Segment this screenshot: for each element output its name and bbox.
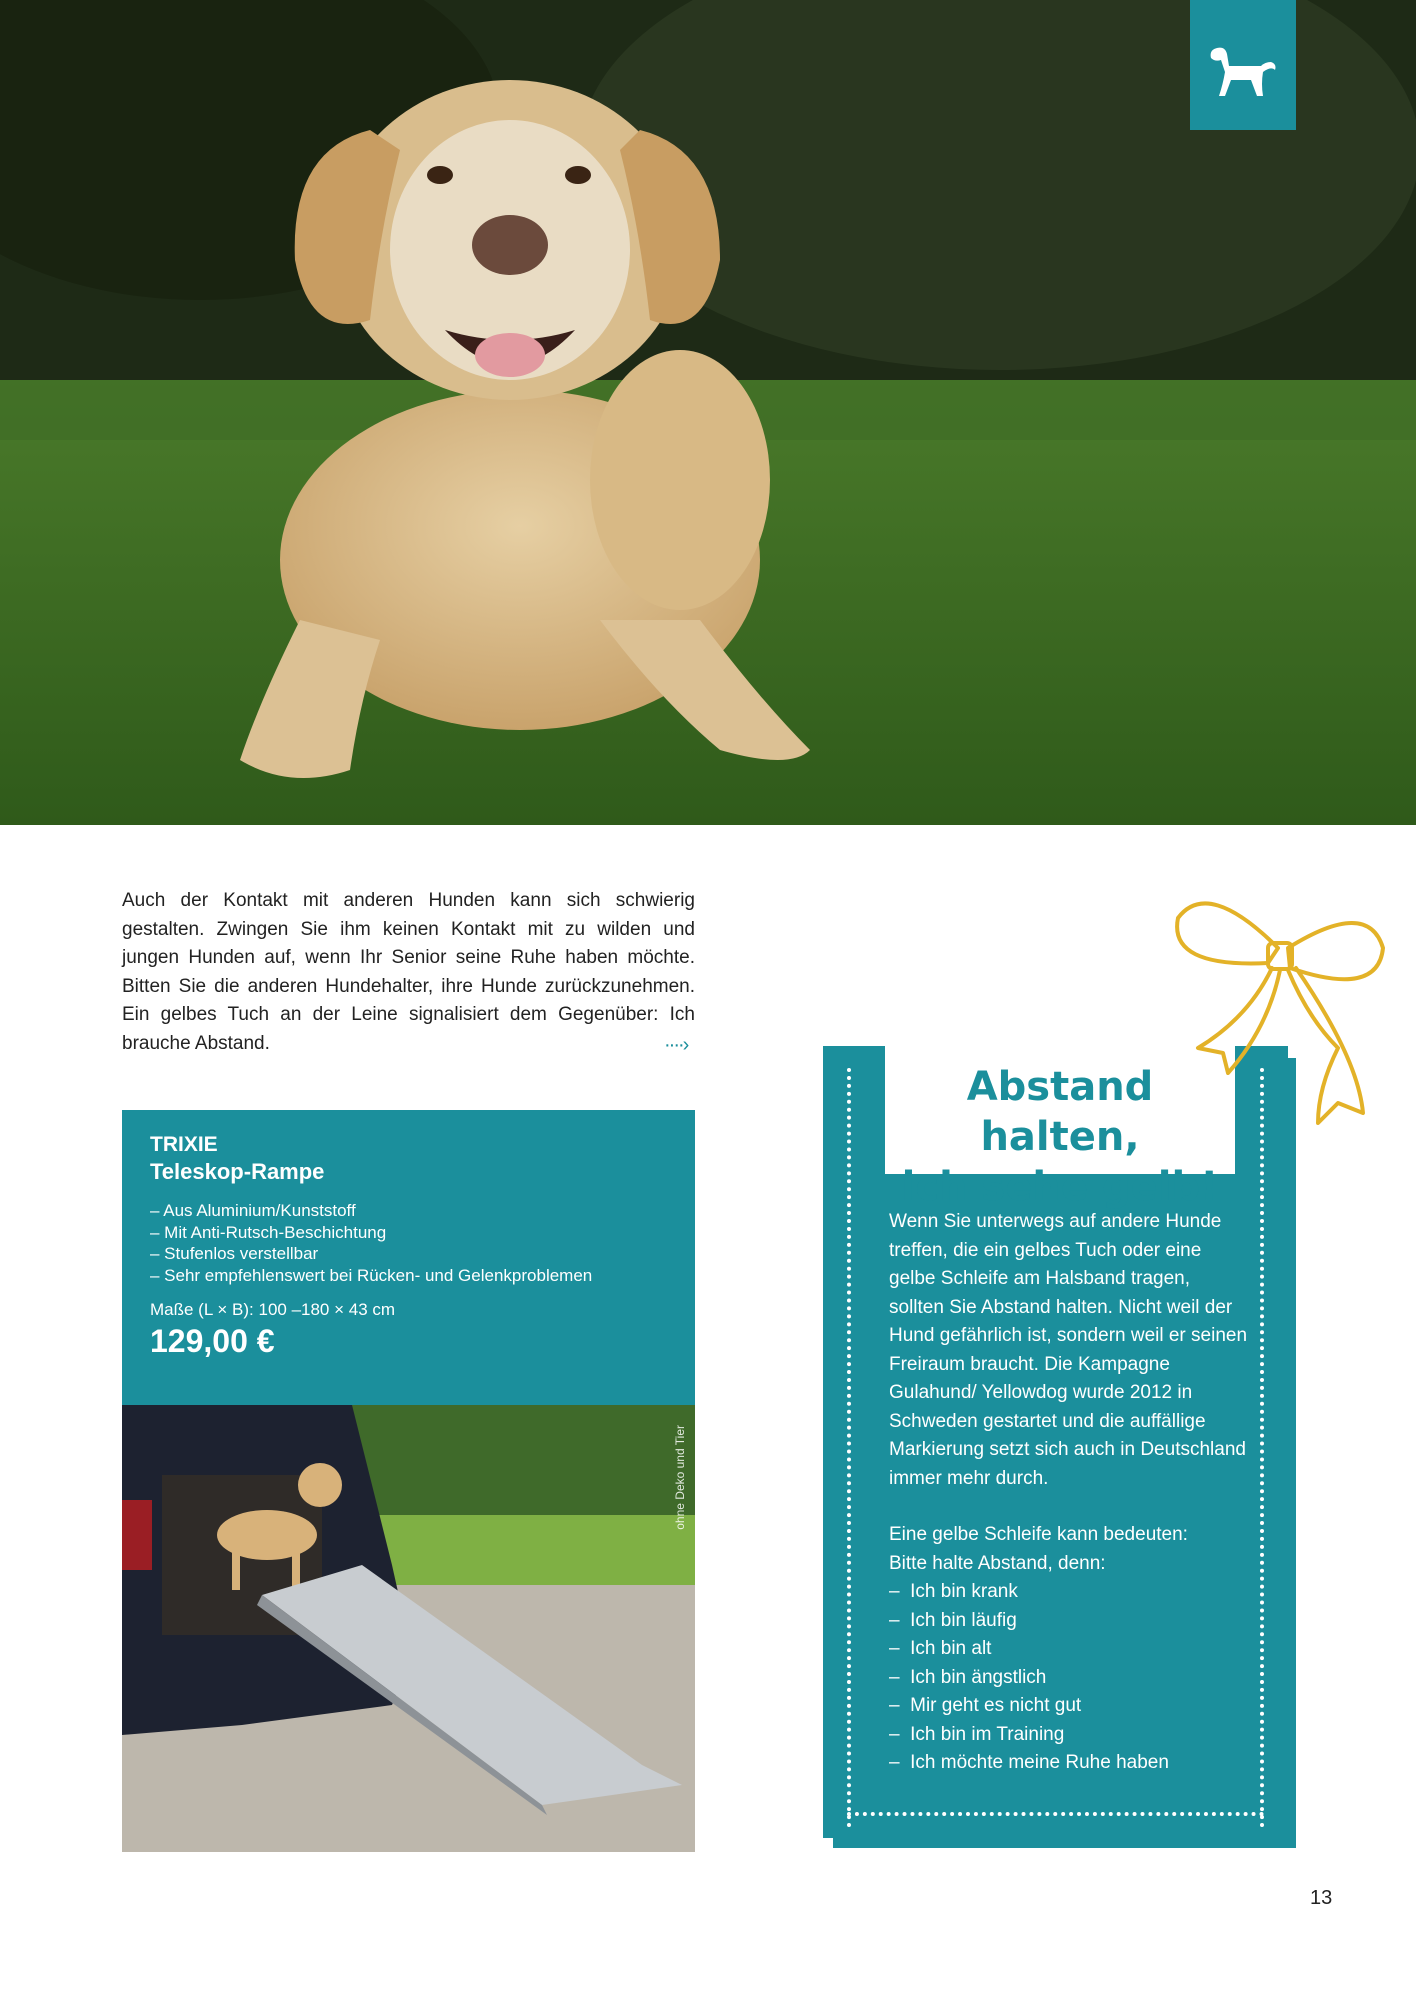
info-headline-line1: Abstand halten, — [966, 1064, 1154, 1160]
product-name: Teleskop-Rampe — [150, 1159, 325, 1184]
reason-item: – Mir geht es nicht gut — [889, 1692, 1249, 1721]
reason-item: – Ich bin im Training — [889, 1721, 1249, 1750]
product-feature: – Sehr empfehlenswert bei Rücken- und Gelenkproblemen — [150, 1265, 593, 1285]
product-feature: – Mit Anti-Rutsch-Beschichtung — [150, 1222, 387, 1242]
info-body — [889, 1208, 1249, 1778]
dog-icon — [1205, 40, 1281, 100]
yellow-bow-icon — [1168, 888, 1388, 1128]
info-box — [823, 1046, 1288, 1838]
product-brand: TRIXIE — [150, 1133, 218, 1156]
hero-photo — [0, 0, 1416, 825]
product-dimensions: Maße (L × B): 100 –180 × 43 cm — [150, 1300, 396, 1319]
reason-item: – Ich bin ängstlich — [889, 1664, 1249, 1693]
intro-paragraph: Auch der Kontakt mit anderen Hunden kann sich schwierig gestalten. Zwingen Sie ihm keinen Kontakt mit zu wilden und jungen Hunden auf, wenn Ihr Senior seine Ruhe haben möchte. Bitten Sie die anderen Hundehalter, ihre Hunde zurückzunehmen. Ein gelbes Tuch an der Leine signalisiert dem Gegenüber: Ich brauche Abstand. — [122, 890, 695, 1054]
dotted-border — [1260, 1068, 1264, 1828]
photo-caption: ohne Deko und Tier — [673, 1425, 687, 1530]
product-box — [122, 1110, 695, 1405]
info-headline-line2: ich sehe gelb! — [901, 1164, 1219, 1210]
corner-badge — [1190, 0, 1296, 130]
product-features — [150, 1200, 667, 1286]
product-photo — [122, 1405, 695, 1852]
page-number: 13 — [1310, 1887, 1333, 1909]
reason-item: – Ich möchte meine Ruhe haben — [889, 1749, 1249, 1778]
info-list-intro: Bitte halte Abstand, denn: — [889, 1552, 1106, 1574]
reason-item: – Ich bin alt — [889, 1635, 1249, 1664]
dotted-border — [847, 1068, 851, 1828]
reason-item: – Ich bin läufig — [889, 1607, 1249, 1636]
reason-item: – Ich bin krank — [889, 1578, 1249, 1607]
dotted-border — [847, 1812, 1264, 1816]
product-price: 129,00 € — [150, 1323, 275, 1359]
product-feature: – Aus Aluminium/Kunststoff — [150, 1201, 356, 1220]
ramp-photo-illustration — [122, 1405, 695, 1852]
reason-list — [889, 1578, 1249, 1778]
continue-arrow-icon: ····› — [664, 1034, 688, 1056]
product-feature: – Stufenlos verstellbar — [150, 1244, 319, 1263]
info-list-intro: Eine gelbe Schleife kann bedeuten: — [889, 1524, 1188, 1545]
info-paragraph: Wenn Sie unterwegs auf andere Hunde treffen, die ein gelbes Tuch oder eine gelbe Schleife am Halsband tragen, sollten Sie Abstand halten. Nicht weil der Hund gefährlich ist, sondern weil er seinen Freiraum braucht. Die Kampagne Gulahund/ Yellowdog wurde 2012 in Schweden gestartet und die auffällige Markierung setzt sich auch in Deutschland immer mehr durch. — [889, 1211, 1248, 1489]
